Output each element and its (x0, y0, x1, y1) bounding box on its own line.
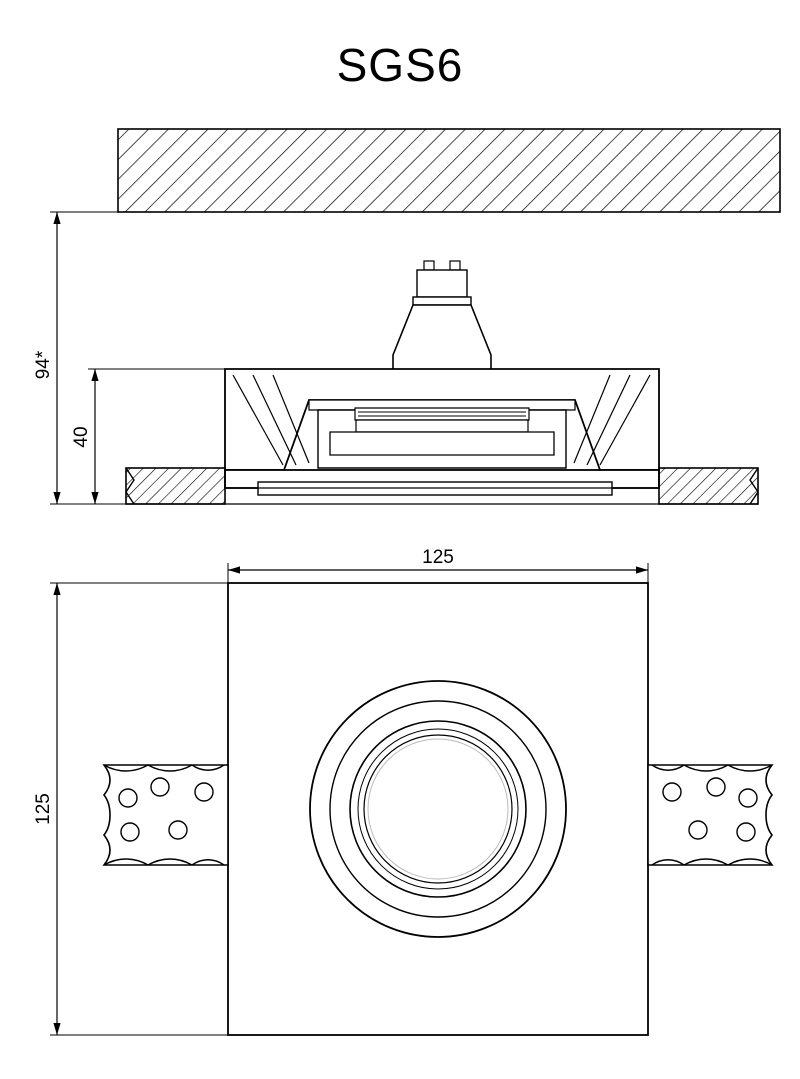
section-view (33, 129, 780, 504)
page-title: SGS6 (336, 39, 464, 91)
dimension-value-94: 94* (33, 350, 54, 380)
dimension-overall-height (33, 212, 126, 504)
aperture-rings (310, 681, 566, 937)
dimension-value-width-125: 125 (422, 547, 454, 568)
spring-bracket-left (104, 765, 228, 865)
plan-view (33, 547, 772, 1035)
dimension-value-40: 40 (71, 426, 92, 448)
ceiling-slab-upper (118, 129, 780, 212)
spring-bracket-right (648, 765, 772, 865)
fitting-body-section (225, 369, 659, 495)
dimension-value-depth-125: 125 (33, 793, 54, 825)
